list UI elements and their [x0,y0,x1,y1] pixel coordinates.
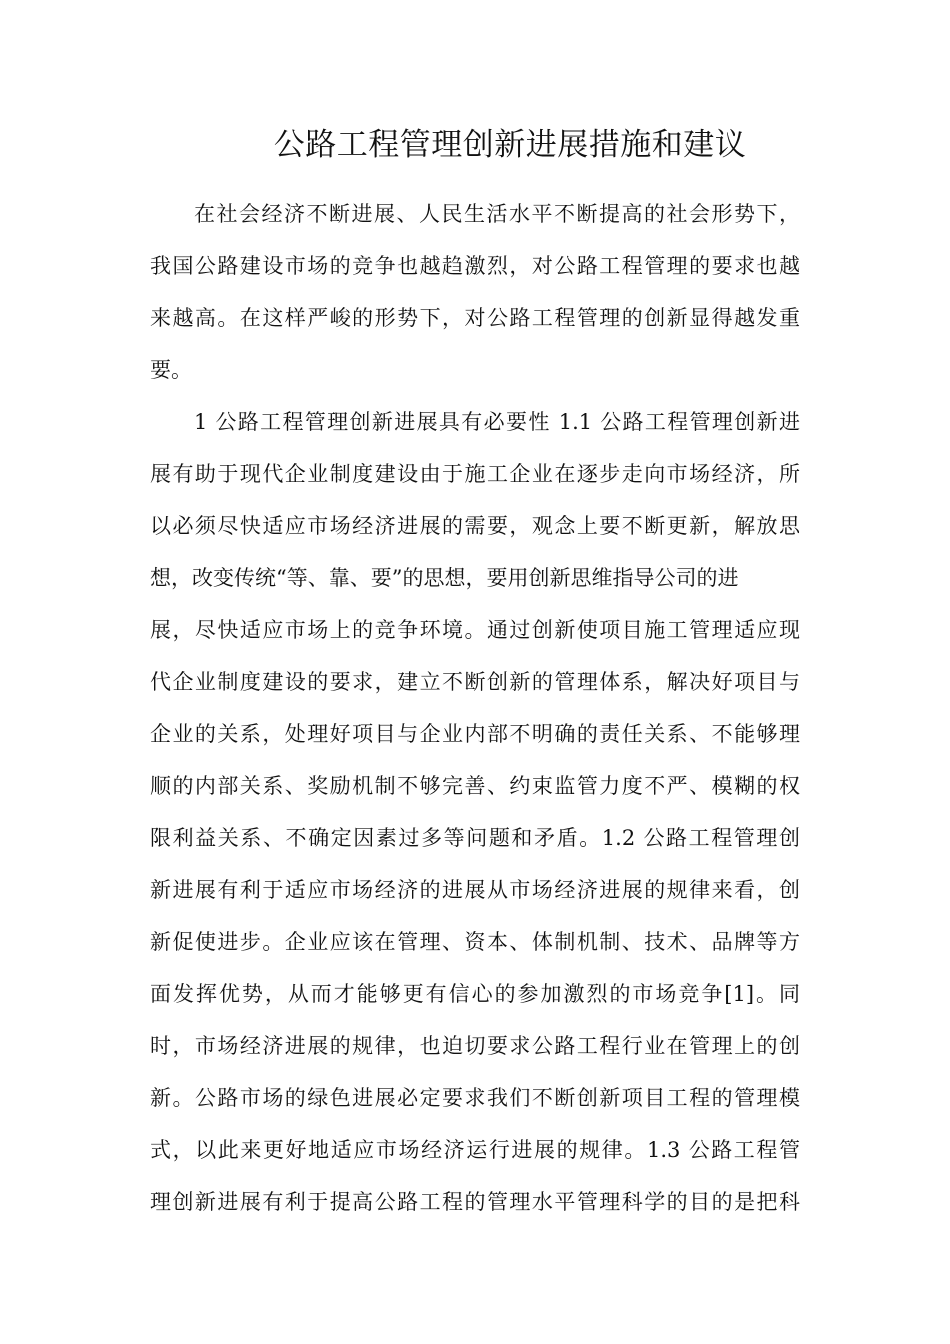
text-line: 新。公路市场的绿色进展必定要求我们不断创新项目工程的管理模 [150,1086,800,1110]
text-line: 我国公路建设市场的竞争也越趋激烈，对公路工程管理的要求也越 [150,254,800,278]
text-line: 要。 [150,358,192,382]
text-line: 时，市场经济进展的规律，也迫切要求公路工程行业在管理上的创 [150,1034,800,1058]
text-line: 企业的关系，处理好项目与企业内部不明确的责任关系、不能够理 [150,722,800,746]
document-title: 公路工程管理创新进展措施和建议 [273,127,747,163]
text-line: 限利益关系、不确定因素过多等问题和矛盾。1.2 公路工程管理创 [150,826,800,850]
text-line: 理创新进展有利于提高公路工程的管理水平管理科学的目的是把科 [150,1190,800,1214]
text-line: 来越高。在这样严峻的形势下，对公路工程管理的创新显得越发重 [150,306,800,330]
text-line: 想，改变传统“等、靠、要”的思想，要用创新思维指导公司的进 [150,566,739,590]
text-line: 式，以此来更好地适应市场经济运行进展的规律。1.3 公路工程管 [150,1138,800,1162]
paragraph-intro [150,188,800,396]
text-line: 以必须尽快适应市场经济进展的需要，观念上要不断更新，解放思 [150,514,800,538]
text-line: 新进展有利于适应市场经济的进展从市场经济进展的规律来看，创 [150,878,800,902]
text-line: 代企业制度建设的要求，建立不断创新的管理体系，解决好项目与 [150,670,800,694]
document-body [150,188,800,1228]
text-line: 在社会经济不断进展、人民生活水平不断提高的社会形势下， [194,202,800,226]
text-line: 1 公路工程管理创新进展具有必要性 1.1 公路工程管理创新进 [194,410,800,434]
text-line: 展，尽快适应市场上的竞争环境。通过创新使项目施工管理适应现 [150,618,800,642]
text-line: 顺的内部关系、奖励机制不够完善、约束监管力度不严、模糊的权 [150,774,800,798]
text-line: 展有助于现代企业制度建设由于施工企业在逐步走向市场经济，所 [150,462,800,486]
paragraph-section-1 [150,396,800,1228]
text-line: 新促使进步。企业应该在管理、资本、体制机制、技术、品牌等方 [150,930,800,954]
text-line: 面发挥优势，从而才能够更有信心的参加激烈的市场竞争[1]。同 [150,982,800,1006]
